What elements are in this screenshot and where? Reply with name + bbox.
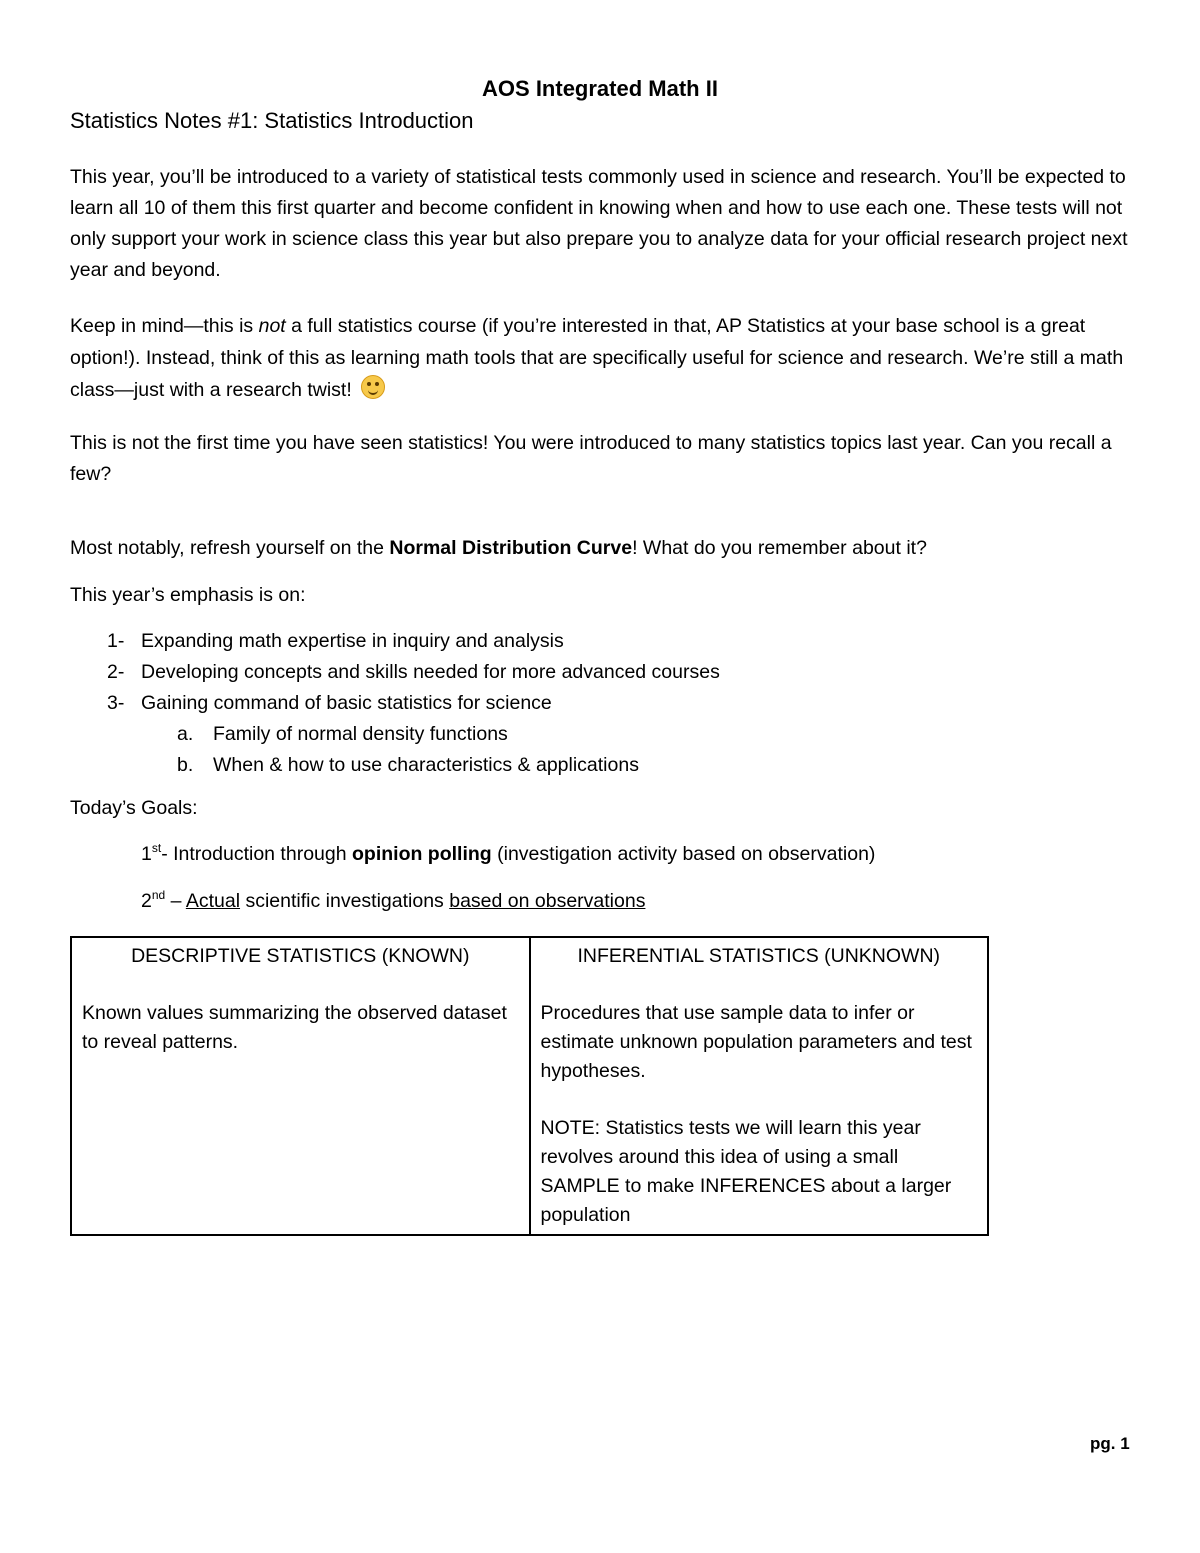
goals-heading: Today’s Goals: — [70, 797, 198, 819]
document-title: AOS Integrated Math II — [482, 76, 718, 101]
goal-second — [141, 890, 645, 913]
list-item-number: 2- — [107, 661, 125, 683]
list-item-number: 1- — [107, 630, 125, 652]
goal-first-emphasis: opinion polling — [352, 843, 492, 865]
goal-first-text-2: (investigation activity based on observation) — [491, 843, 876, 865]
sub-list-item-letter: b. — [177, 754, 194, 776]
inferential-statistics-note: NOTE: Statistics tests we will learn this year revolves around this idea of using a small SAMPLE to make INFERENCES about a larger population — [540, 1117, 952, 1226]
normal-curve-text-1: Most notably, refresh yourself on the — [70, 537, 390, 559]
notes-subtitle: Statistics Notes #1: Statistics Introduction — [70, 108, 474, 133]
list-item-text: Expanding math expertise in inquiry and analysis — [141, 630, 564, 652]
list-item — [107, 657, 720, 688]
sub-list-item-text: Family of normal density functions — [213, 723, 508, 745]
sub-list-item — [177, 719, 720, 750]
goal-second-actual: Actual — [185, 890, 241, 912]
list-item — [107, 688, 720, 719]
goal-second-ordinal: nd — [151, 888, 166, 902]
scope-paragraph — [70, 310, 1135, 406]
descriptive-statistics-cell — [71, 937, 530, 1235]
sub-list-item-text: When & how to use characteristics & applications — [213, 754, 639, 776]
list-item-number: 3- — [107, 692, 125, 714]
goal-first-number: 1 — [141, 843, 152, 865]
goal-second-text: scientific investigations — [240, 890, 450, 912]
inferential-statistics-cell — [530, 937, 989, 1235]
statistics-comparison-table — [70, 936, 989, 1236]
page-number: pg. 1 — [1090, 1434, 1130, 1453]
smiley-emoji-icon — [361, 375, 385, 399]
list-item-text: Developing concepts and skills needed for more advanced courses — [141, 661, 720, 683]
inferential-statistics-header: INFERENTIAL STATISTICS (UNKNOWN) — [577, 945, 941, 967]
table-row — [71, 937, 988, 1235]
scope-emphasis-not: not — [258, 315, 286, 337]
normal-curve-text-2: ! What do you remember about it? — [632, 537, 927, 559]
goal-second-number: 2 — [141, 890, 152, 912]
goal-second-underlined: based on observations — [449, 890, 646, 912]
descriptive-statistics-definition: Known values summarizing the observed dataset to reveal patterns. — [82, 1002, 507, 1053]
scope-text-1: Keep in mind—this is — [70, 315, 259, 337]
goal-second-dash: – — [165, 890, 186, 912]
list-item — [107, 626, 720, 657]
intro-paragraph: This year, you’ll be introduced to a variety of statistical tests commonly used in science and research. You’ll be expected to learn all 10 of them this first quarter and become confident in knowing when and how to use each one. These tests will not only support your work in science class this year but also prepare you to analyze data for your official research project next year and beyond. — [70, 166, 1128, 281]
scope-text-2: a full statistics course (if you’re interested in that, AP Statistics at your base school is a great option!). Instead, think of this as learning math tools that are specifically useful for science and research. We’re still a math class—just with a research twist! — [70, 315, 1124, 401]
goal-first — [141, 843, 875, 866]
normal-curve-paragraph — [70, 533, 1135, 564]
emphasis-list — [107, 626, 720, 781]
recall-paragraph: This is not the first time you have seen statistics! You were introduced to many statistics topics last year. Can you recall a few? — [70, 432, 1112, 485]
emphasis-heading: This year’s emphasis is on: — [70, 584, 306, 606]
inferential-statistics-definition: Procedures that use sample data to infer or estimate unknown population parameters and test hypotheses. — [540, 1002, 972, 1082]
list-item-text: Gaining command of basic statistics for science — [141, 692, 552, 714]
sub-list-item — [177, 750, 720, 781]
sub-list-item-letter: a. — [177, 723, 194, 745]
normal-curve-term: Normal Distribution Curve — [389, 537, 633, 559]
goal-first-ordinal: st — [151, 841, 162, 855]
descriptive-statistics-header: DESCRIPTIVE STATISTICS (KNOWN) — [131, 945, 470, 967]
goal-first-text-1: - Introduction through — [161, 843, 352, 865]
